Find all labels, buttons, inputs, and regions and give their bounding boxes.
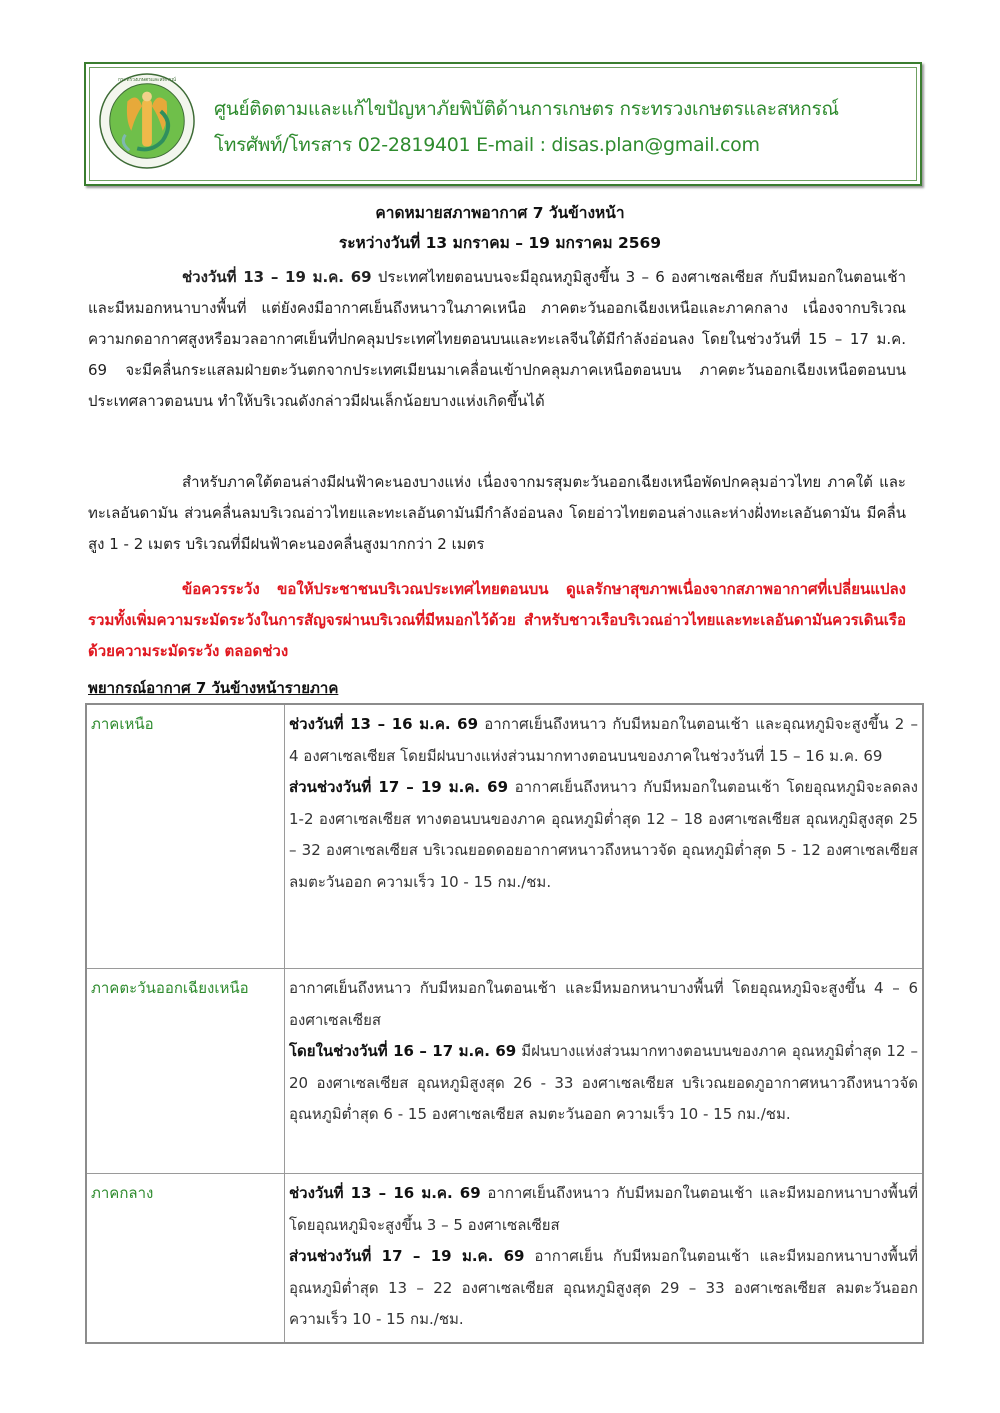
region-detail: [285, 969, 924, 1174]
header-banner: [84, 62, 922, 186]
ministry-seal-icon: [98, 72, 196, 170]
segment-text: อากาศเย็นถึงหนาว กับมีหมอกในตอนเช้า โดยอุณหภูมิจะลดลง 1-2 องศาเซลเซียส ทางตอนบนของภาค อุณหภูมิต่ำสุด 12 – 18 องศาเซลเซียส อุณหภูมิสูงสุด 25 – 32 องศาเซลเซียส บริเวณยอดดอยอากาศหนาวถึงหนาวจัด อุณหภูมิต่ำสุด 5 - 12 องศาเซลเซียส ลมตะวันออก ความเร็ว 10 - 15 กม./ชม.: [289, 778, 918, 891]
south-paragraph: [88, 467, 906, 560]
intro-text: ประเทศไทยตอนบนจะมีอุณหภูมิสูงขึ้น 3 – 6 องศาเซลเซียส กับมีหมอกในตอนเช้า และมีหมอกหนาบางพื้นที่ แต่ยังคงมีอากาศเย็นถึงหนาวในภาคเหนือ ภาคตะวันออกเฉียงเหนือและภาคกลาง เนื่องจากบริเวณความกดอากาศสูงหรือมวลอากาศเย็นที่ปกคลุมประเทศไทยตอนบนและทะเลจีนใต้มีกำลังอ่อนลง โดยในช่วงวันที่ 15 – 17 ม.ค. 69 จะมีคลื่นกระแสลมฝ่ายตะวันตกจากประเทศเมียนมาเคลื่อนเข้าปกคลุมภาคเหนือตอนบน ภาคตะวันออกเฉียงเหนือตอนบน ประเทศลาวตอนบน ทำให้บริเวณดังกล่าวมีฝนเล็กน้อยบางแห่งเกิดขึ้นได้: [88, 268, 907, 410]
org-name: ศูนย์ติดตามและแก้ไขปัญหาภัยพิบัติด้านการเกษตร กระทรวงเกษตรและสหกรณ์: [214, 98, 839, 120]
svg-text:กระทรวงเกษตรและสหกรณ์: กระทรวงเกษตรและสหกรณ์: [118, 76, 176, 83]
regional-forecast-table: [85, 703, 924, 1344]
region-name: ภาคกลาง: [86, 1174, 285, 1344]
south-text: สำหรับภาคใต้ตอนล่างมีฝนฟ้าคะนองบางแห่ง เนื่องจากมรสุมตะวันออกเฉียงเหนือพัดปกคลุมอ่าวไทย ภาคใต้ และทะเลอันดามัน ส่วนคลื่นลมบริเวณอ่าวไทยและทะเลอันดามันมีกำลังอ่อนลง โดยอ่าวไทยตอนล่างและห่างฝั่งทะเลอันดามัน มีคลื่นสูง 1 - 2 เมตร บริเวณที่มีฝนฟ้าคะนองคลื่นสูงมากกว่า 2 เมตร: [88, 473, 906, 553]
intro-lead-date: ช่วงวันที่ 13 – 19 ม.ค. 69: [182, 268, 372, 286]
forecast-segment: [289, 1036, 918, 1131]
region-name: ภาคเหนือ: [86, 704, 285, 969]
table-row: [86, 1174, 923, 1344]
segment-text: อากาศเย็นถึงหนาว กับมีหมอกในตอนเช้า และมีหมอกหนาบางพื้นที่ โดยอุณหภูมิจะสูงขึ้น 4 – 6 องศาเซลเซียส: [289, 979, 918, 1029]
segment-date: ส่วนช่วงวันที่ 17 – 19 ม.ค. 69: [289, 1247, 525, 1265]
warning-paragraph: [88, 574, 906, 667]
forecast-segment: [289, 709, 918, 772]
header-inner-frame: [89, 67, 917, 181]
segment-date: ช่วงวันที่ 13 – 16 ม.ค. 69: [289, 1184, 481, 1202]
forecast-segment: [289, 973, 918, 1036]
forecast-segment: [289, 772, 918, 898]
segment-date: ส่วนช่วงวันที่ 17 – 19 ม.ค. 69: [289, 778, 509, 796]
regional-forecast-heading: พยากรณ์อากาศ 7 วันข้างหน้ารายภาค: [88, 679, 339, 697]
segment-text: อากาศเย็นถึงหนาว กับมีหมอกในตอนเช้า และมีหมอกหนาบางพื้นที่ โดยอุณหภูมิจะสูงขึ้น 3 – 5 องศาเซลเซียส: [289, 1184, 918, 1234]
segment-text: มีฝนบางแห่งส่วนมากทางตอนบนของภาค อุณหภูมิต่ำสุด 12 – 20 องศาเซลเซียส อุณหภูมิสูงสุด 26 - 33 องศาเซลเซียส บริเวณยอดภูอากาศหนาวถึงหนาวจัด อุณหภูมิต่ำสุด 6 - 15 องศาเซลเซียส ลมตะวันออก ความเร็ว 10 - 15 กม./ชม.: [289, 1042, 918, 1123]
page-subtitle-date-range: ระหว่างวันที่ 13 มกราคม – 19 มกราคม 2569: [338, 234, 662, 252]
table-row: [86, 969, 923, 1174]
segment-date: โดยในช่วงวันที่ 16 – 17 ม.ค. 69: [289, 1042, 517, 1060]
region-detail: [285, 1174, 924, 1344]
segment-text: อากาศเย็น กับมีหมอกในตอนเช้า และมีหมอกหนาบางพื้นที่ อุณหภูมิต่ำสุด 13 – 22 องศาเซลเซียส อุณหภูมิสูงสุด 29 – 33 องศาเซลเซียส ลมตะวันออก ความเร็ว 10 - 15 กม./ชม.: [289, 1247, 918, 1328]
region-detail: [285, 704, 924, 969]
forecast-segment: [289, 1178, 918, 1241]
contact-info: โทรศัพท์/โทรสาร 02-2819401 E-mail : disas.plan@gmail.com: [214, 134, 760, 156]
segment-text: อากาศเย็นถึงหนาว กับมีหมอกในตอนเช้า และอุณหภูมิจะสูงขึ้น 2 – 4 องศาเซลเซียส โดยมีฝนบางแห่งส่วนมากทางตอนบนของภาคในช่วงวันที่ 15 – 16 ม.ค. 69: [289, 715, 918, 765]
segment-date: ช่วงวันที่ 13 – 16 ม.ค. 69: [289, 715, 479, 733]
forecast-segment: [289, 1241, 918, 1336]
region-name: ภาคตะวันออกเฉียงเหนือ: [86, 969, 285, 1174]
table-row: [86, 704, 923, 969]
intro-paragraph: [88, 262, 906, 417]
page-title: คาดหมายสภาพอากาศ 7 วันข้างหน้า: [375, 204, 625, 222]
warning-text: ข้อควรระวัง ขอให้ประชาชนบริเวณประเทศไทยตอนบน ดูแลรักษาสุขภาพเนื่องจากสภาพอากาศที่เปลี่ยนแปลง รวมทั้งเพิ่มความระมัดระวังในการสัญจรผ่านบริเวณที่มีหมอกไว้ด้วย สำหรับชาวเรือบริเวณอ่าวไทยและทะเลอันดามันควรเดินเรือด้วยความระมัดระวัง ตลอดช่วง: [88, 580, 906, 660]
